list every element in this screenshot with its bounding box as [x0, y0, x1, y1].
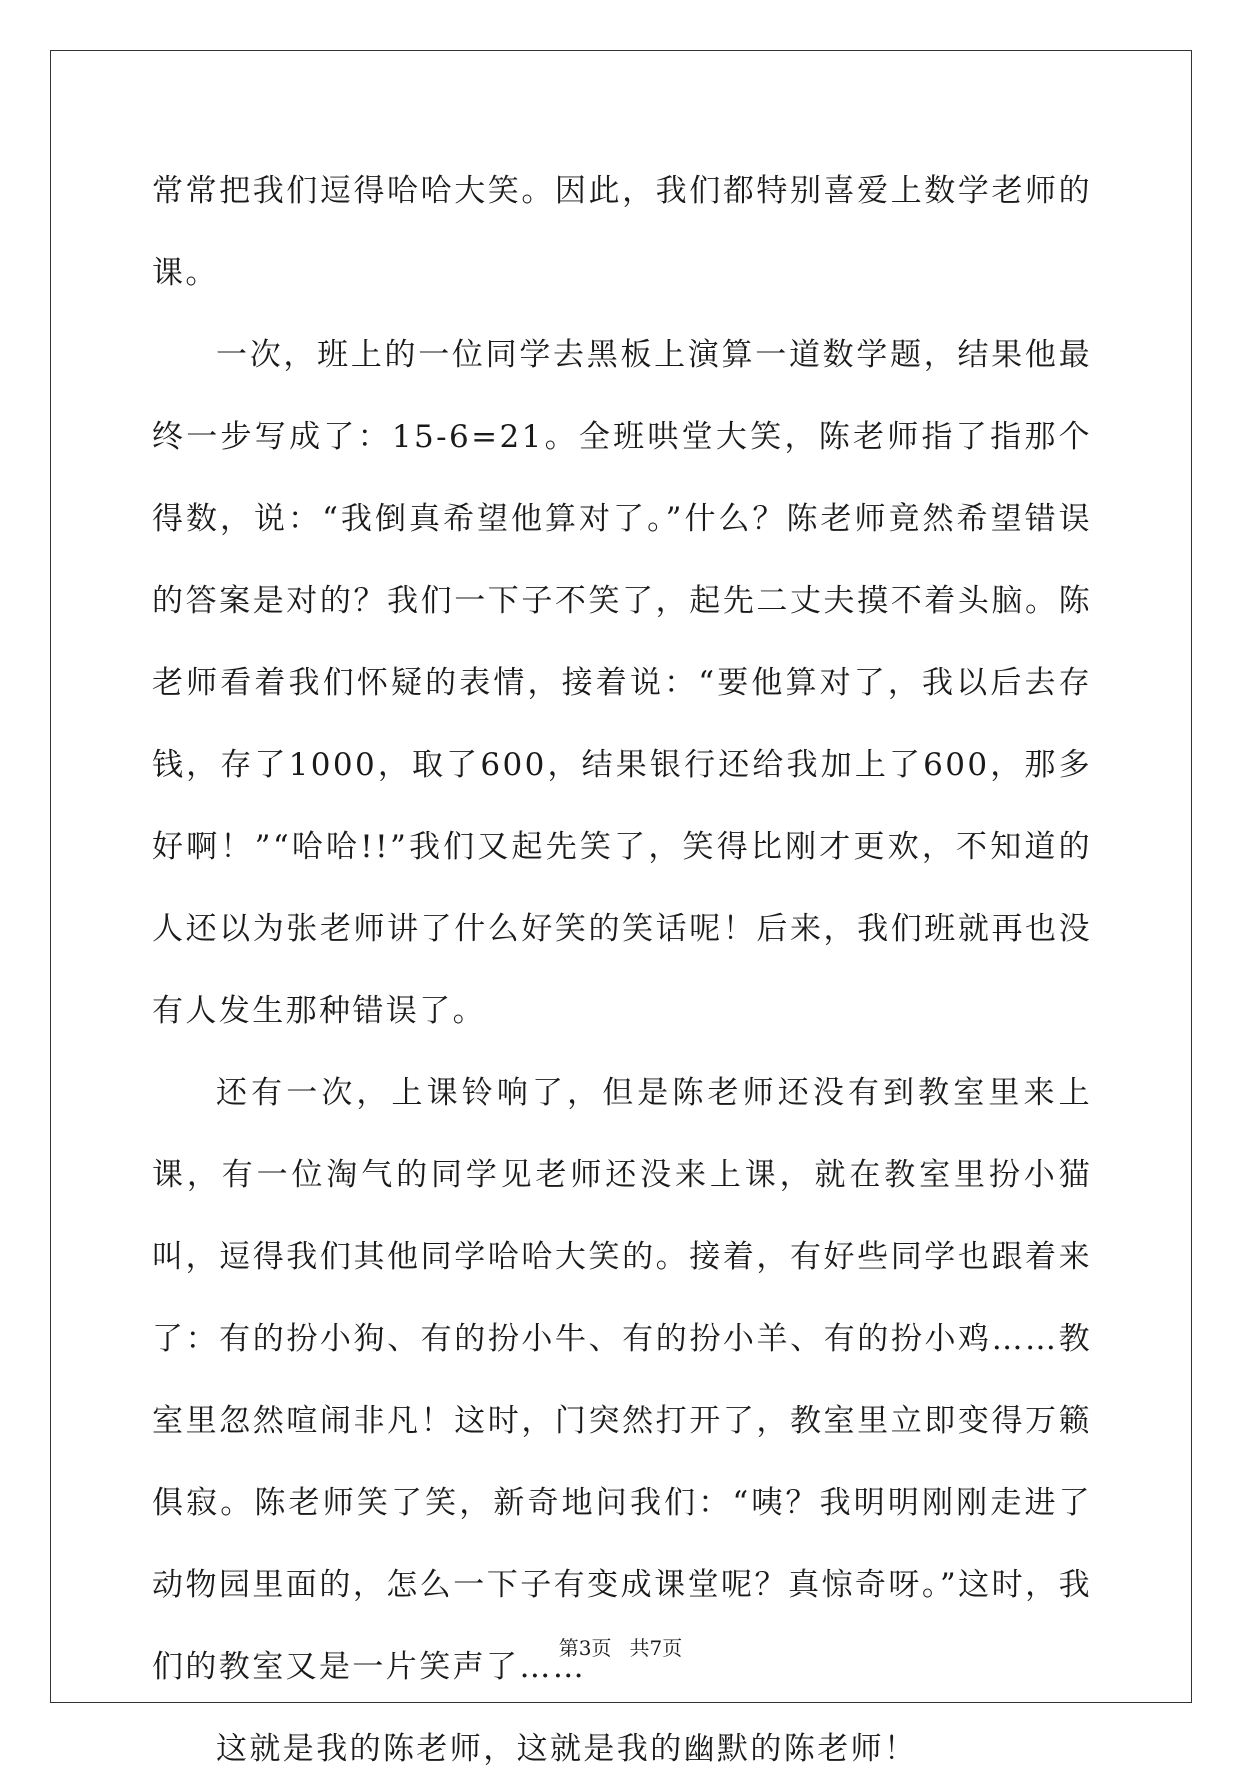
page-footer	[0, 1632, 1241, 1661]
paragraph: 还有一次，上课铃响了，但是陈老师还没有到教室里来上课，有一位淘气的同学见老师还没来上课，就在教室里扮小猫叫，逗得我们其他同学哈哈大笑的。接着，有好些同学也跟着来了：有的扮小狗、有的扮小牛、有的扮小羊、有的扮小鸡……教室里忽然喧闹非凡！这时，门突然打开了，教室里立即变得万籁俱寂。陈老师笑了笑，新奇地问我们：“咦？我明明刚刚走进了动物园里面的，怎么一下子有变成课堂呢？真惊奇呀。”这时，我们的教室又是一片笑声了……	[152, 1075, 1092, 1685]
paragraph: 常常把我们逗得哈哈大笑。因此，我们都特别喜爱上数学老师的课。	[152, 173, 1092, 291]
page-total: 共7页	[629, 1636, 683, 1660]
page-number: 第3页	[558, 1636, 612, 1660]
paragraph: 一次，班上的一位同学去黑板上演算一道数学题，结果他最终一步写成了：15-6=21。全班哄堂大笑，陈老师指了指那个得数，说：“我倒真希望他算对了。”什么？陈老师竟然希望错误的答案是对的？我们一下子不笑了，起先二丈夫摸不着头脑。陈老师看着我们怀疑的表情，接着说：“要他算对了，我以后去存钱，存了1000，取了600，结果银行还给我加上了600，那多好啊！”“哈哈!!”我们又起先笑了，笑得比刚才更欢，不知道的人还以为张老师讲了什么好笑的笑话呢！后来，我们班就再也没有人发生那种错误了。	[152, 337, 1092, 1029]
paragraph: 这就是我的陈老师，这就是我的幽默的陈老师！	[216, 1731, 918, 1767]
document-body	[152, 150, 1092, 1790]
